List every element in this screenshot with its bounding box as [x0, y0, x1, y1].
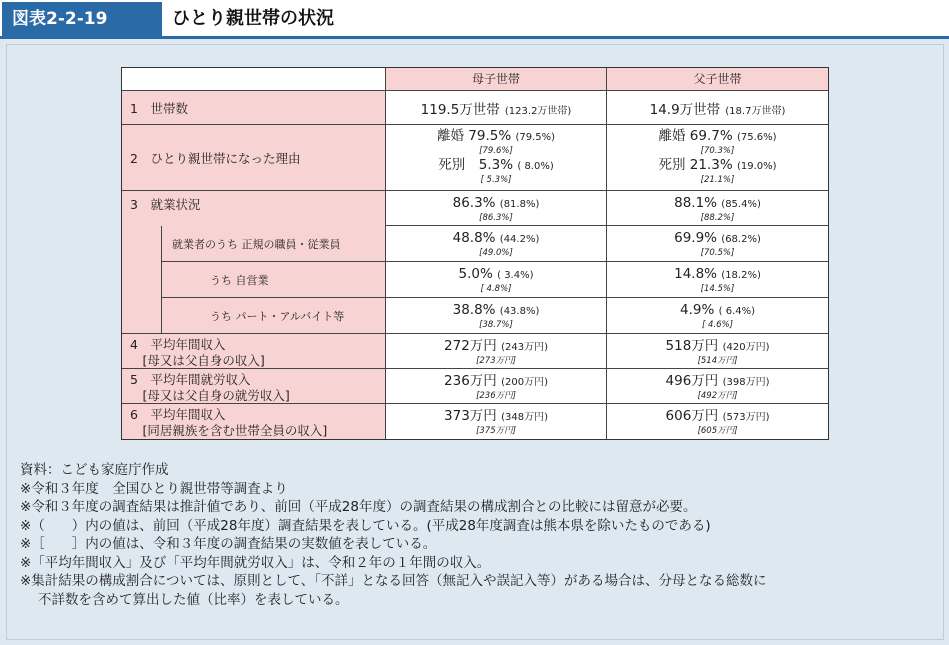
- cell-actual-value: [492万円]: [697, 391, 738, 401]
- cell-actual-value: [86.3%]: [479, 213, 513, 223]
- cell-actual-value: [14.5%]: [700, 284, 735, 294]
- table-cell: [386, 262, 607, 298]
- cell-previous-value: (200万円): [501, 377, 548, 388]
- cell-value: 5.0%: [458, 266, 493, 282]
- cell-previous-value: ( 8.0%): [517, 161, 554, 172]
- corner-cell: [122, 68, 386, 91]
- table-cell: [607, 226, 828, 262]
- single-parent-table: [121, 67, 829, 440]
- table-cell: [607, 91, 828, 125]
- table-cell: [386, 404, 607, 439]
- cell-value: 4.9%: [680, 302, 715, 318]
- footnote: ※「平均年間収入」及び「平均年間就労収入」は、令和２年の１年間の収入。: [20, 554, 491, 571]
- cell-previous-value: (44.2%): [499, 234, 540, 245]
- cell-actual-value: [21.1%]: [700, 175, 735, 185]
- cell-value: 606万円: [665, 408, 719, 424]
- column-header-mother: 母子世帯: [386, 68, 607, 91]
- cell-previous-value: (243万円): [501, 342, 548, 353]
- row-label: [122, 404, 386, 439]
- cell-value: 119.5万世帯: [420, 102, 500, 118]
- cell-value: 48.8%: [452, 230, 496, 246]
- cell-value: 373万円: [444, 408, 497, 424]
- cell-value: 272万円: [444, 338, 497, 354]
- source-note: 資料：こども家庭庁作成: [20, 462, 169, 478]
- cell-previous-value: (68.2%): [721, 234, 761, 245]
- cell-previous-value: (398万円): [722, 377, 770, 388]
- cell-actual-value: [ 5.3%]: [480, 175, 512, 185]
- table-cell: [607, 369, 828, 404]
- table-cell: [607, 334, 828, 369]
- cell-previous-value: (75.6%): [736, 132, 777, 143]
- cell-actual-value: [605万円]: [697, 426, 738, 436]
- table-cell: [607, 191, 828, 226]
- footnotes: [20, 461, 935, 609]
- figure-label: 図表2-2-19: [2, 2, 162, 36]
- table-cell: [386, 91, 607, 125]
- cell-previous-value: (19.0%): [736, 161, 777, 172]
- footnote: ※集計結果の構成割合については、原則として、「不詳」となる回答（無記入や誤記入等）がある場合は、分母となる総数に: [20, 573, 767, 589]
- cell-value: 236万円: [444, 373, 497, 389]
- cell-value: 離婚 69.7%: [658, 128, 733, 144]
- cell-previous-value: (85.4%): [721, 199, 761, 210]
- cell-actual-value: [70.3%]: [700, 146, 735, 156]
- cell-value: 離婚 79.5%: [436, 128, 512, 144]
- cell-previous-value: (573万円): [722, 412, 770, 423]
- table-cell: [386, 125, 607, 191]
- cell-value: 38.8%: [452, 302, 496, 318]
- cell-actual-value: [375万円]: [476, 426, 516, 436]
- row-label: [122, 369, 386, 404]
- cell-value: 死別 5.3%: [438, 157, 514, 173]
- footnote-continuation: 不詳数を含めて算出した値（比率）を表している。: [38, 591, 349, 608]
- cell-previous-value: (43.8%): [499, 306, 540, 317]
- row-label-line: 6 平均年間収入: [130, 407, 226, 422]
- cell-actual-value: [236万円]: [476, 391, 516, 401]
- cell-value: 69.9%: [674, 230, 717, 246]
- cell-actual-value: [88.2%]: [700, 213, 735, 223]
- row-label: [122, 334, 386, 369]
- cell-actual-value: [70.5%]: [700, 248, 735, 258]
- cell-previous-value: (420万円): [722, 342, 770, 353]
- row-label: 1 世帯数: [122, 91, 386, 125]
- cell-value: 14.8%: [674, 266, 717, 282]
- table-cell: [386, 334, 607, 369]
- cell-value: 14.9万世帯: [649, 102, 721, 118]
- cell-actual-value: [ 4.8%]: [480, 284, 512, 294]
- cell-actual-value: [38.7%]: [479, 320, 513, 330]
- cell-value: 518万円: [665, 338, 719, 354]
- page-title: ひとり親世帯の状況: [172, 8, 334, 29]
- cell-previous-value: ( 3.4%): [497, 270, 534, 281]
- cell-actual-value: [79.6%]: [479, 146, 513, 156]
- footnote: ※令和３年度の調査結果は推計値であり、前回（平成28年度）の調査結果の構成割合との比較には留意が必要。: [20, 499, 697, 515]
- cell-previous-value: ( 6.4%): [718, 306, 755, 317]
- row-label-line: 4 平均年間収入: [130, 337, 226, 352]
- table-cell: [607, 125, 828, 191]
- table-cell: [386, 191, 607, 226]
- table-cell: [607, 404, 828, 439]
- row-label-line: [母又は父自身の収入]: [130, 353, 265, 368]
- row-label: 就業者のうち 正規の職員・従業員: [162, 226, 386, 262]
- header-underline: [0, 36, 949, 39]
- table-cell: [386, 298, 607, 334]
- cell-previous-value: (18.7万世帯): [725, 106, 786, 117]
- cell-value: 86.3%: [452, 195, 496, 211]
- cell-previous-value: (123.2万世帯): [504, 106, 572, 117]
- row-label-line: 5 平均年間就労収入: [130, 372, 251, 387]
- cell-actual-value: [ 4.6%]: [702, 320, 733, 330]
- footnote: ※（ ）内の値は、前回（平成28年度）調査結果を表している。(平成28年度調査は熊本県を除いたものである): [20, 517, 711, 534]
- row-label: うち 自営業: [162, 262, 386, 298]
- cell-previous-value: (81.8%): [499, 199, 540, 210]
- table-cell: [607, 262, 828, 298]
- footnote: ※令和３年度 全国ひとり親世帯等調査より: [20, 480, 288, 497]
- row-label: 2 ひとり親世帯になった理由: [122, 125, 386, 191]
- cell-previous-value: (348万円): [501, 412, 548, 423]
- cell-actual-value: [49.0%]: [479, 248, 513, 258]
- column-header-father: 父子世帯: [607, 68, 828, 91]
- row-label-line: [母又は父自身の就労収入]: [130, 388, 290, 403]
- table-cell: [607, 298, 828, 334]
- row-label-line: [同居親族を含む世帯全員の収入]: [130, 423, 328, 438]
- cell-value: 死別 21.3%: [658, 157, 733, 173]
- cell-actual-value: [273万円]: [476, 356, 516, 366]
- cell-actual-value: [514万円]: [697, 356, 738, 366]
- cell-value: 496万円: [665, 373, 719, 389]
- cell-previous-value: (18.2%): [721, 270, 761, 281]
- table-cell: [386, 226, 607, 262]
- cell-previous-value: (79.5%): [515, 132, 556, 143]
- cell-value: 88.1%: [674, 195, 717, 211]
- table-cell: [386, 369, 607, 404]
- row-label: 3 就業状況: [122, 191, 386, 226]
- row-label: うち パート・アルバイト等: [162, 298, 386, 334]
- footnote: ※［ ］内の値は、令和３年度の調査結果の実数値を表している。: [20, 536, 437, 552]
- row-group-spine: [122, 226, 162, 334]
